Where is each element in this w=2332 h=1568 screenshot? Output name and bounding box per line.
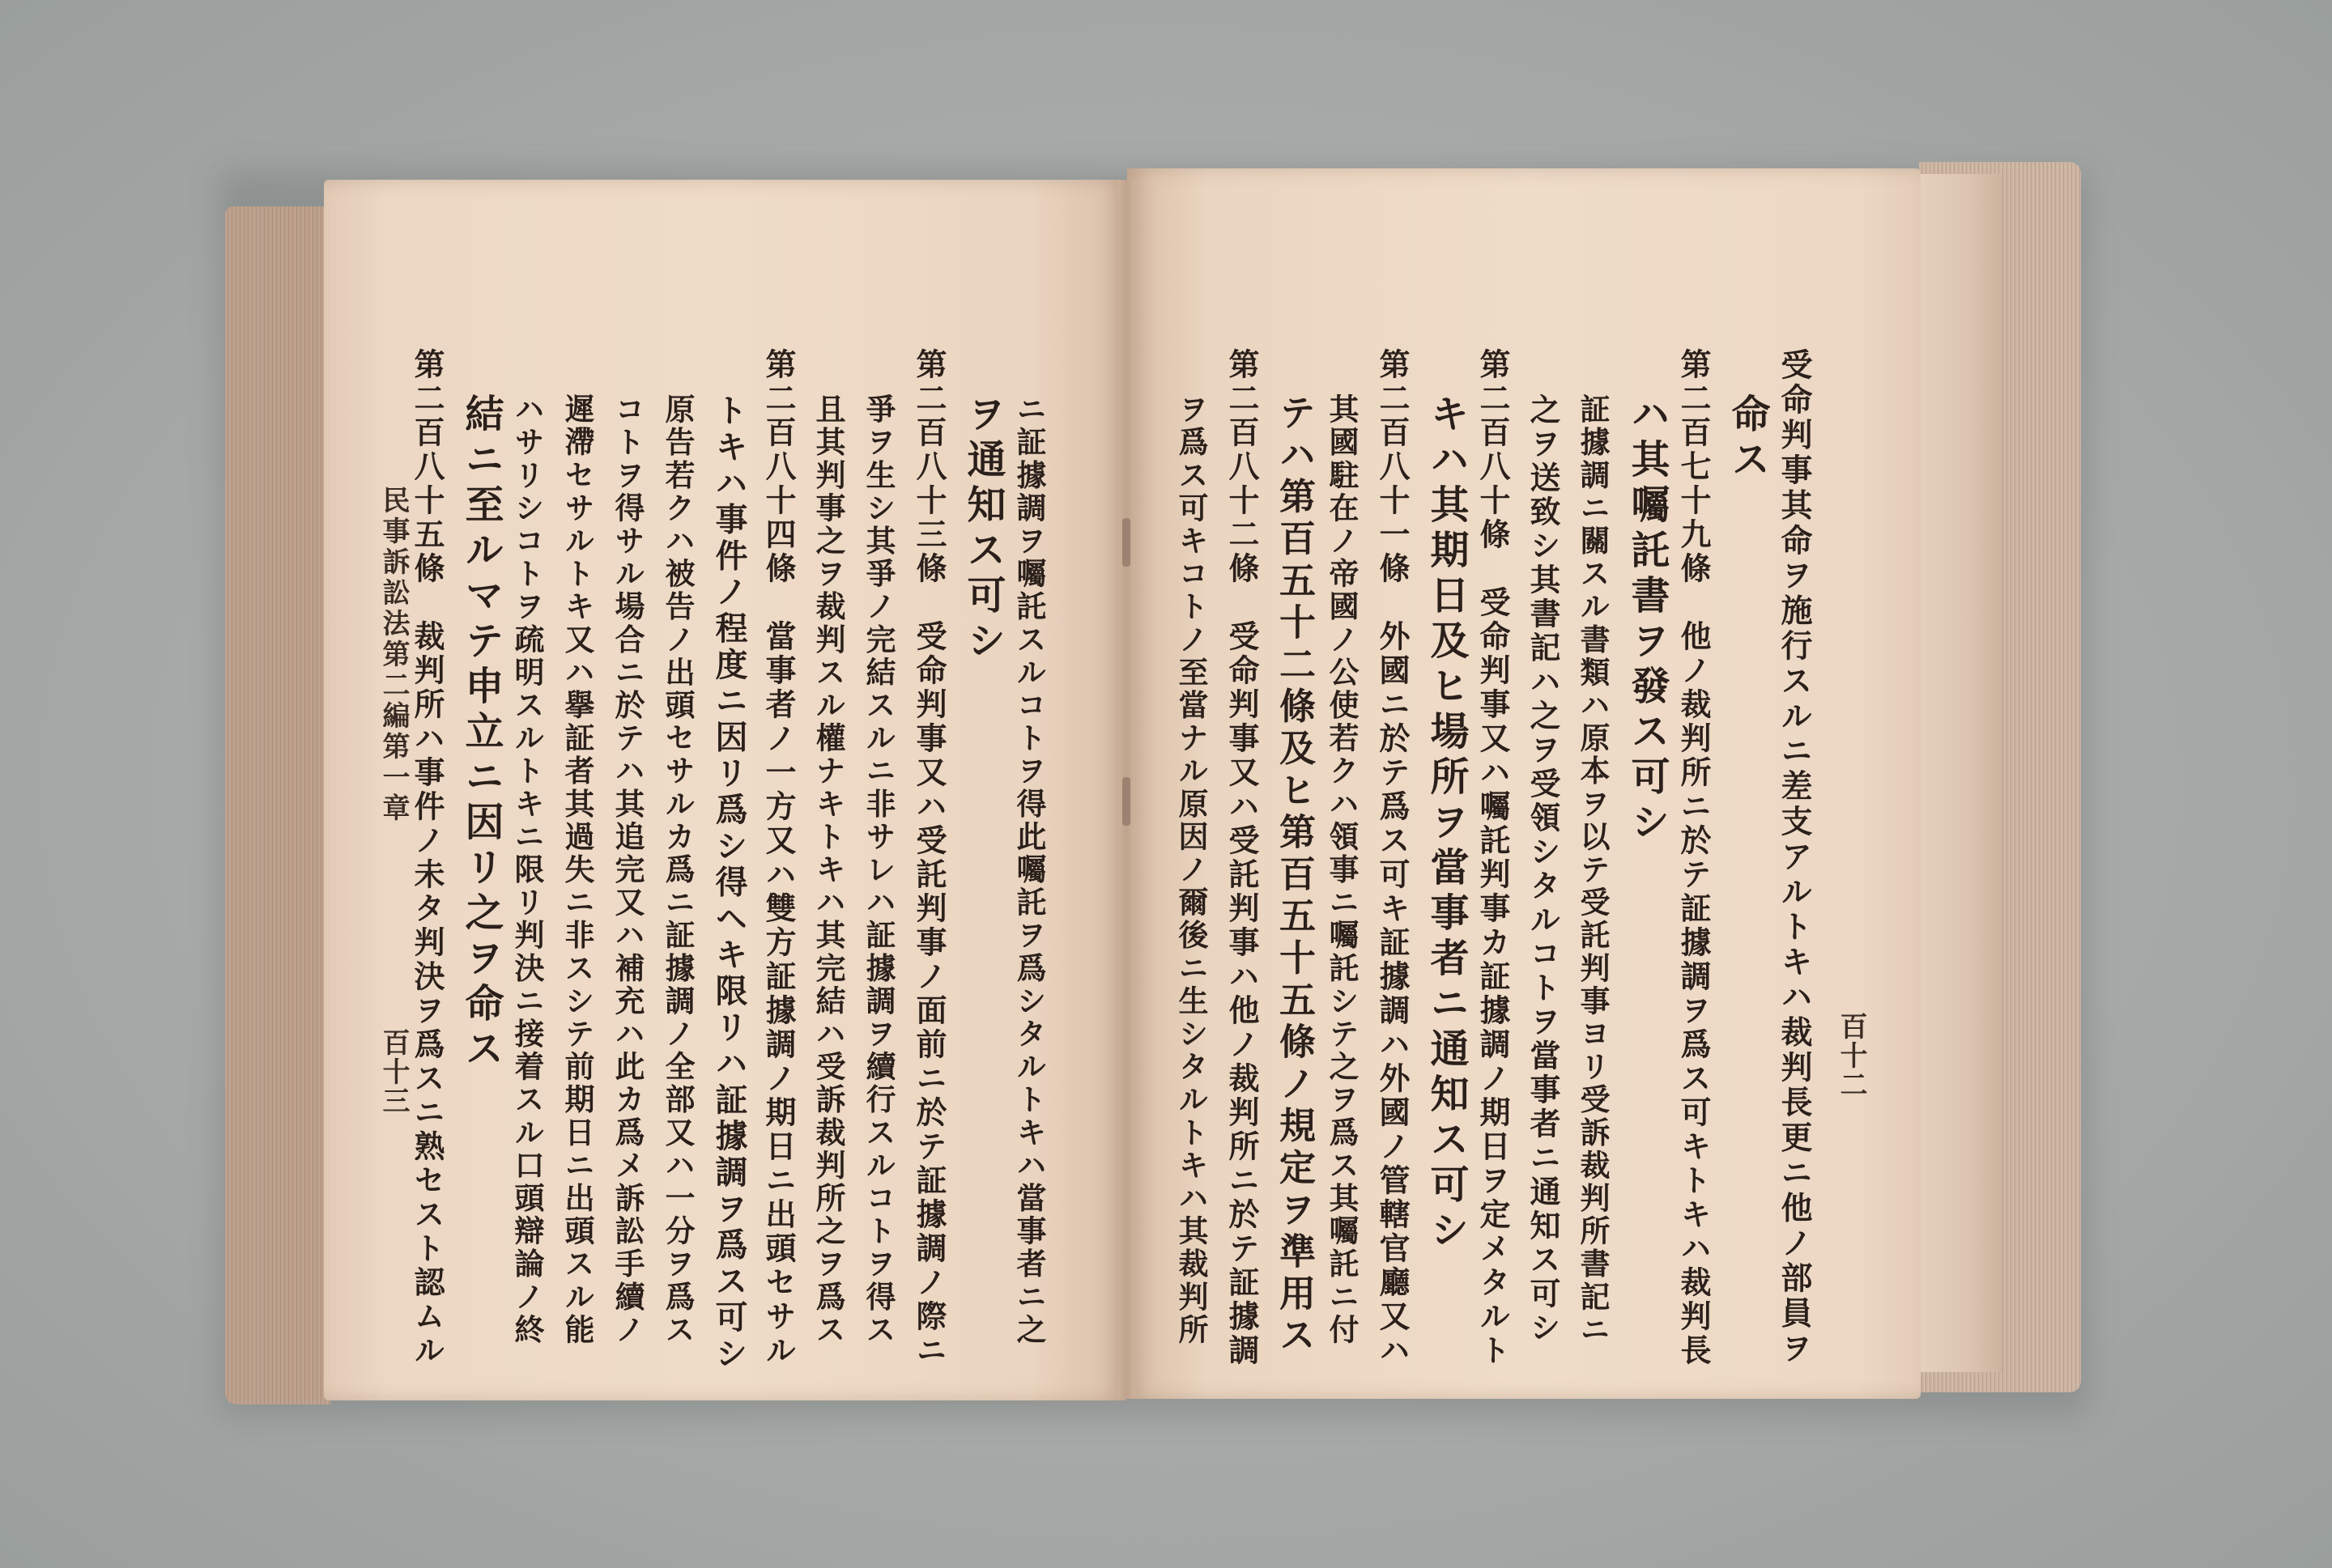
left-column-2: ヲ通知ス可シ <box>960 393 1006 665</box>
left-page-stack-edge <box>225 206 330 1404</box>
right-column-11: テハ第百五十二條及ヒ第百五十五條ノ規定ヲ準用ス <box>1273 393 1316 1358</box>
right-column-1: 受命判事其命ヲ施行スルニ差支アルトキハ裁判長更ニ他ノ部員ヲ <box>1776 348 1813 1367</box>
left-column-4: 爭ヲ生シ其爭ノ完結スルニ非サレハ証據調ヲ續行スルコトヲ得ス <box>861 393 896 1347</box>
right-inner-leaf <box>1911 174 2002 1372</box>
left-column-7: トキハ事件ノ程度ニ因リ爲シ得ヘキ限リハ証據調ヲ爲ス可シ <box>710 393 748 1373</box>
binding-stitch <box>1122 518 1130 567</box>
right-page-number: 百十二 <box>1835 1012 1867 1099</box>
left-column-12: 結ニ至ルマテ申立ニ因リ之ヲ命ス <box>458 393 504 1073</box>
right-column-6: 之ヲ送致シ其書記ハ之ヲ受領シタルコトヲ當事者ニ通知ス可シ <box>1525 393 1561 1345</box>
left-column-1: ニ証據調ヲ囑託スルコトヲ得此囑託ヲ爲シタルトキハ當事者ニ之 <box>1011 393 1047 1347</box>
right-column-5: 証據調ニ關スル書類ハ原本ヲ以テ受託判事ヨリ受訴裁判所書記ニ <box>1575 393 1611 1347</box>
left-column-5: 且其判事之ヲ裁判スル權ナキトキハ其完結ハ受訴裁判所之ヲ爲ス <box>811 393 846 1347</box>
right-column-9: 第二百八十一條 外國ニ於テ爲ス可キ証據調ハ外國ノ管轄官廳又ハ <box>1374 348 1411 1368</box>
right-column-7: 第二百八十條 受命判事又ハ囑託判事カ証據調ノ期日ヲ定メタルト <box>1475 348 1511 1368</box>
left-column-3: 第二百八十三條 受命判事又ハ受託判事ノ面前ニ於テ証據調ノ際ニ <box>911 348 947 1368</box>
left-column-9: コトヲ得サル場合ニ於テハ其追完又ハ補充ハ此カ爲メ訴訟手續ノ <box>610 393 645 1347</box>
right-column-12: 第二百八十二條 受命判事又ハ受託判事ハ他ノ裁判所ニ於テ証據調 <box>1223 348 1260 1368</box>
left-page-number: 百十三 <box>377 1028 410 1115</box>
left-column-10: 遲滯セサルトキ又ハ擧証者其過失ニ非スシテ前期日ニ出頭スル能 <box>560 393 595 1347</box>
left-column-11: ハサリシコトヲ疏明スルトキニ限リ判決ニ接着スル口頭辯論ノ終 <box>509 393 545 1347</box>
right-column-8: キハ其期日及ヒ場所ヲ當事者ニ通知ス可シ <box>1423 393 1469 1255</box>
right-column-4: ハ其囑託書ヲ發ス可シ <box>1624 393 1670 847</box>
left-column-8: 原告若クハ被告ノ出頭セサルカ爲ニ証據調ノ全部又ハ一分ヲ爲ス <box>660 393 696 1347</box>
right-column-10: 其國駐在ノ帝國ノ公使若クハ領事ニ囑託シテ之ヲ爲ス其囑託ニ付 <box>1324 393 1360 1347</box>
left-column-6: 第二百八十四條 當事者ノ一方又ハ雙方証據調ノ期日ニ出頭セサル <box>760 348 797 1368</box>
right-column-2: 命ス <box>1725 393 1770 484</box>
running-head: 民事訴訟法第二編第一章 <box>377 486 410 824</box>
right-column-3: 第二百七十九條 他ノ裁判所ニ於テ証據調ヲ爲ス可キトキハ裁判長 <box>1675 348 1712 1368</box>
right-column-13: ヲ爲ス可キコトノ至當ナル原因ノ爾後ニ生シタルトキハ其裁判所 <box>1173 393 1209 1347</box>
binding-stitch <box>1122 777 1130 826</box>
left-column-13: 第二百八十五條 裁判所ハ事件ノ未タ判決ヲ爲スニ熟セスト認ムル <box>409 348 445 1368</box>
